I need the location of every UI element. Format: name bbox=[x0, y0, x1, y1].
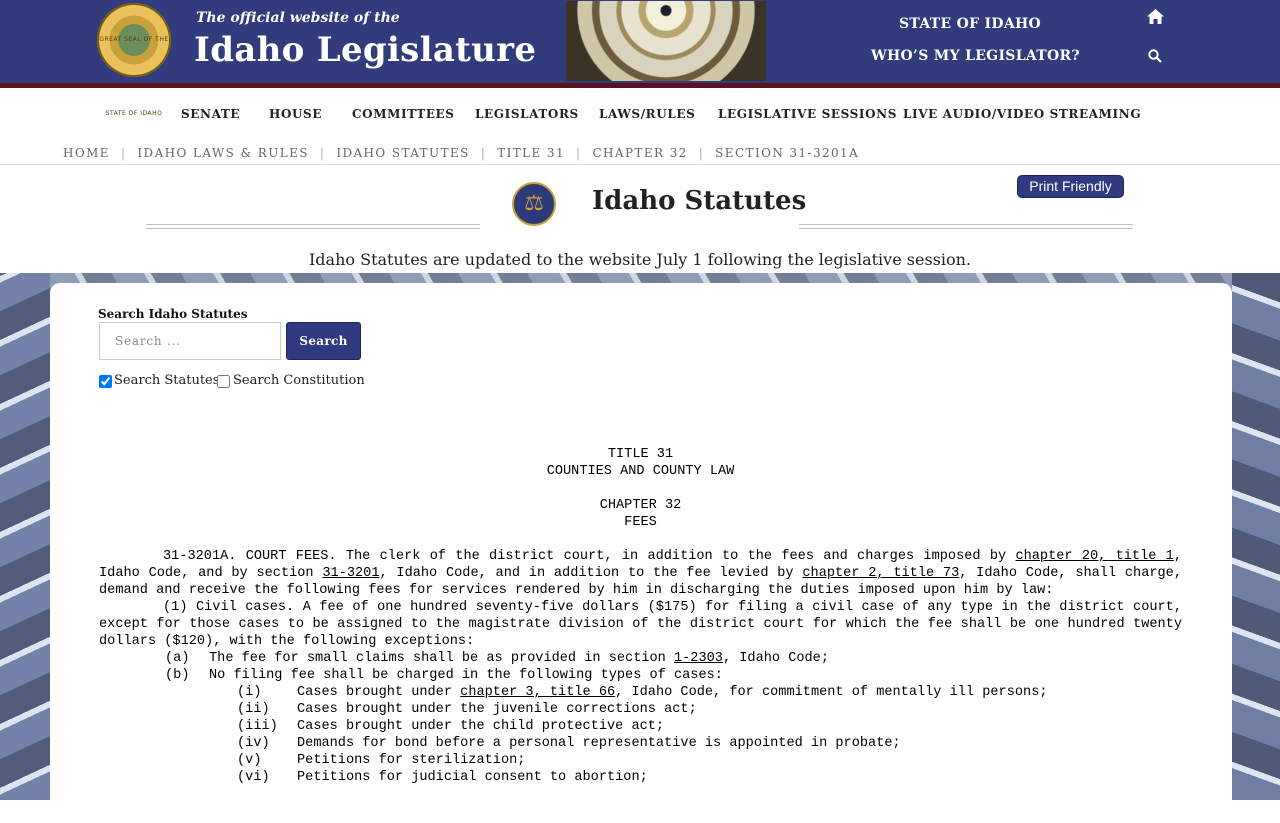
search-constitution-checkbox[interactable] bbox=[217, 375, 230, 388]
statute-chapter-number: CHAPTER 32 bbox=[599, 498, 682, 513]
list-item bbox=[99, 718, 1182, 735]
page-title: Idaho Statutes bbox=[592, 186, 807, 216]
subsection-1-paragraph: (1) Civil cases. A fee of one hundred seventy-five dollars ($175) for filing a civil case of any type in the district court, except for those cases to be assigned to the magistrate division of the district court for which the fee shall be one hundred twenty dollars ($120), with the following exceptions: bbox=[99, 600, 1182, 649]
site-tagline: The official website of the bbox=[196, 10, 400, 26]
main-nav bbox=[0, 100, 1280, 130]
breadcrumb-separator: | bbox=[480, 146, 487, 160]
item-text: Cases brought under the juvenile corrections act; bbox=[297, 702, 697, 717]
breadcrumb-section: SECTION 31-3201A bbox=[715, 146, 860, 160]
breadcrumb-title[interactable]: TITLE 31 bbox=[497, 146, 565, 160]
list-item bbox=[99, 684, 1182, 701]
capitol-dome-image bbox=[566, 1, 766, 81]
state-of-idaho-link[interactable]: STATE OF IDAHO bbox=[899, 16, 1042, 32]
item-label: (iii) bbox=[237, 719, 278, 734]
section-intro-text: 31-3201A. COURT FEES. The clerk of the district court, in addition to the fees and charges imposed by bbox=[163, 549, 1016, 564]
item-text: Demands for bond before a personal representative is appointed in probate; bbox=[297, 736, 901, 751]
site-title[interactable]: Idaho Legislature bbox=[194, 30, 537, 70]
whos-my-legislator-link[interactable]: WHO’S MY LEGISLATOR? bbox=[871, 48, 1080, 64]
section-intro-text: , Idaho Code, and by section bbox=[99, 549, 1182, 581]
subsection-a-text-end: , Idaho Code; bbox=[722, 651, 829, 666]
list-item bbox=[99, 701, 1182, 718]
search-input[interactable] bbox=[99, 322, 281, 360]
nav-laws-rules[interactable]: LAWS/RULES bbox=[599, 107, 696, 121]
breadcrumb-home[interactable]: HOME bbox=[63, 146, 110, 160]
title-rule-right bbox=[799, 224, 1133, 229]
subsection-a-label: (a) bbox=[165, 651, 190, 666]
seal-text: GREAT SEAL OF THE STATE OF IDAHO bbox=[99, 36, 169, 117]
nav-legislative-sessions[interactable]: LEGISLATIVE SESSIONS bbox=[718, 107, 897, 121]
print-friendly-button[interactable]: Print Friendly bbox=[1017, 175, 1124, 198]
home-icon[interactable] bbox=[1146, 8, 1165, 30]
breadcrumb-separator: | bbox=[319, 146, 326, 160]
subsection-b-label: (b) bbox=[165, 668, 190, 683]
link-chapter-20-title-1[interactable]: chapter 20, title 1 bbox=[1015, 549, 1174, 564]
subsection-b-text: No filing fee shall be charged in the following types of cases: bbox=[209, 668, 723, 683]
breadcrumb-laws-rules[interactable]: IDAHO LAWS & RULES bbox=[137, 146, 309, 160]
spacer bbox=[99, 531, 1182, 548]
title-rule-left bbox=[146, 224, 480, 229]
breadcrumb-chapter[interactable]: CHAPTER 32 bbox=[592, 146, 688, 160]
link-chapter-2-title-73[interactable]: chapter 2, title 73 bbox=[802, 566, 960, 581]
search-icon[interactable] bbox=[1148, 47, 1162, 68]
nav-live-streaming[interactable]: LIVE AUDIO/VIDEO STREAMING bbox=[903, 107, 1142, 121]
section-intro-text: , Idaho Code, shall charge, demand and receive the following fees for services rendered by him in discharging the duties imposed upon him by law: bbox=[99, 566, 1182, 598]
item-label: (v) bbox=[237, 753, 262, 768]
item-label: (ii) bbox=[237, 702, 270, 717]
scales-of-justice-icon: ⚖ bbox=[512, 182, 556, 226]
item-text: Cases brought under the child protective act; bbox=[297, 719, 665, 734]
list-item bbox=[99, 752, 1182, 769]
item-text: Cases brought under bbox=[297, 685, 461, 700]
subsection-a bbox=[99, 650, 1182, 667]
search-label: Search Idaho Statutes bbox=[98, 307, 248, 321]
breadcrumb-separator: | bbox=[575, 146, 582, 160]
nav-senate[interactable]: SENATE bbox=[181, 107, 241, 121]
item-text: Petitions for judicial consent to abortion; bbox=[297, 770, 648, 785]
search-statutes-checkbox[interactable] bbox=[99, 375, 112, 388]
link-chapter-3-title-66[interactable]: chapter 3, title 66 bbox=[460, 685, 616, 700]
item-label: (iv) bbox=[237, 736, 270, 751]
search-constitution-label: Search Constitution bbox=[233, 373, 365, 388]
item-text: Petitions for sterilization; bbox=[297, 753, 526, 768]
nav-legislators[interactable]: LEGISLATORS bbox=[475, 107, 579, 121]
subsection-b bbox=[99, 667, 1182, 684]
list-item bbox=[99, 735, 1182, 752]
list-item bbox=[99, 769, 1182, 786]
item-label: (vi) bbox=[237, 770, 270, 785]
link-section-31-3201[interactable]: 31-3201 bbox=[322, 566, 380, 581]
breadcrumb-separator: | bbox=[120, 146, 127, 160]
item-text-end: , Idaho Code, for commitment of mentally ill persons; bbox=[615, 685, 1048, 700]
nav-committees[interactable]: COMMITTEES bbox=[352, 107, 455, 121]
background-right-edge bbox=[1232, 273, 1280, 800]
state-seal-logo[interactable] bbox=[97, 3, 171, 117]
statute-chapter-name: FEES bbox=[624, 515, 657, 530]
search-statutes-label: Search Statutes bbox=[114, 373, 220, 388]
breadcrumb-separator: | bbox=[698, 146, 705, 160]
background-left-edge bbox=[0, 273, 50, 800]
subsection-a-text: The fee for small claims shall be as provided in section bbox=[209, 651, 674, 666]
search-button[interactable]: Search bbox=[286, 322, 361, 360]
statute-text bbox=[99, 446, 1182, 786]
section-intro-text: , Idaho Code, and in addition to the fee levied by bbox=[379, 566, 803, 581]
nav-house[interactable]: HOUSE bbox=[269, 107, 323, 121]
update-notice: Idaho Statutes are updated to the website July 1 following the legislative session. bbox=[308, 250, 971, 269]
breadcrumb bbox=[63, 146, 859, 160]
divider bbox=[0, 164, 1280, 165]
spacer bbox=[99, 480, 1182, 497]
statute-title-number: TITLE 31 bbox=[607, 447, 674, 462]
item-label: (i) bbox=[237, 685, 262, 700]
breadcrumb-statutes[interactable]: IDAHO STATUTES bbox=[336, 146, 470, 160]
section-intro-paragraph bbox=[99, 548, 1182, 599]
statute-title-name: COUNTIES AND COUNTY LAW bbox=[546, 464, 735, 479]
link-1-2303[interactable]: 1-2303 bbox=[673, 651, 723, 666]
